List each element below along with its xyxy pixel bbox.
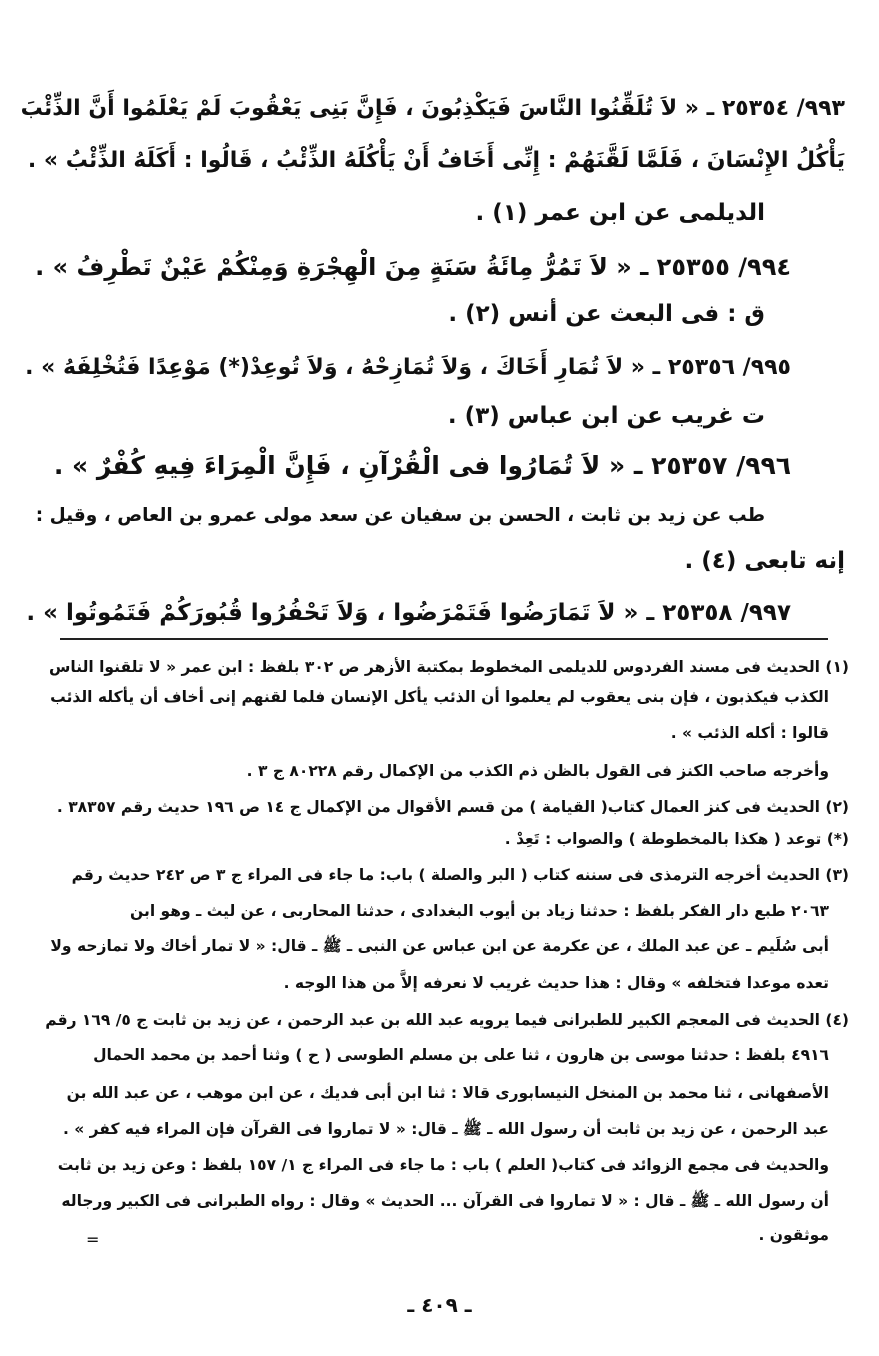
- hadith-line: ٩٩٣/ ٢٥٣٥٤ ـ « لاَ تُلَقِّنُوا النَّاسَ فَيَكْذِبُونَ ، فَإِنَّ بَنِى يَعْقُوبَ لَمْ يَعْلَمُوا أَنَّ الذِّئْبَ: [20, 96, 845, 121]
- footnote-line: ٤٩١٦ بلفظ : حدثنا موسى بن هارون ، ثنا على بن مسلم الطوسى ( ح ) وثنا أحمد بن محمد الحمال: [93, 1046, 829, 1064]
- footnote-line: ٢٠٦٣ طبع دار الفكر بلفظ : حدثنا زياد بن أيوب البغدادى ، حدثنا المحاربى ، عن ليث ـ وهو ابن: [130, 902, 829, 920]
- hadith-source: طب عن زيد بن ثابت ، الحسن بن سفيان عن سعد مولى عمرو بن العاص ، وقيل :: [35, 505, 765, 526]
- hadith-line: ٩٩٤/ ٢٥٣٥٥ ـ « لاَ تَمُرُّ مِائَةُ سَنَةٍ مِنَ الْهِجْرَةِ وَمِنْكُمْ عَيْنٌ تَطْرِفُ » .: [35, 253, 791, 281]
- footnote-line: (*) توعد ( هكذا بالمخطوطة ) والصواب : تَعِدْ .: [504, 830, 849, 848]
- hadith-line: يَأْكُلُ الإِنْسَانَ ، فَلَمَّا لَقَّنَهُمْ : إِنِّى أَخَافُ أَنْ يَأْكُلَهُ الذِّئْبُ ، قَالُوا : أَكَلَهُ الذِّئْبُ » .: [27, 148, 845, 173]
- footnote-line: قالوا : أكله الذئب » .: [670, 724, 829, 742]
- footnote-line: وأخرجه صاحب الكنز فى القول بالظن ذم الكذب من الإكمال رقم ٨٠٢٢٨ ج ٣ .: [246, 762, 829, 780]
- footnote-line: (١) الحديث فى مسند الفردوس للديلمى المخطوط بمكتبة الأزهر ص ٣٠٢ بلفظ : ابن عمر « لا تلقنوا الناس: [49, 658, 849, 676]
- footnote-line: أبى سُلَيم ـ عن عبد الملك ، عن عكرمة عن ابن عباس عن النبى ـ ﷺ ـ قال: « لا تمار أخاك ولا تمازحه ولا: [50, 937, 829, 955]
- footnote-line: (٤) الحديث فى المعجم الكبير للطبرانى فيما يرويه عبد الله بن عبد الرحمن ، عن زيد بن ثابت ج ٥/ ١٦٩ رقم: [45, 1011, 849, 1029]
- hadith-source: الديلمى عن ابن عمر (١) .: [475, 200, 765, 226]
- footnote-line: (٣) الحديث أخرجه الترمذى فى سننه كتاب ( البر والصلة ) باب: ما جاء فى المراء ج ٣ ص ٢٤٢ حديث رقم: [71, 866, 849, 884]
- hadith-source: إنه تابعى (٤) .: [684, 548, 845, 574]
- hadith-line: ٩٩٦/ ٢٥٣٥٧ ـ « لاَ تُمَارُوا فى الْقُرْآنِ ، فَإِنَّ الْمِرَاءَ فِيهِ كُفْرٌ » .: [53, 451, 791, 480]
- footnote-line: الكذب فيكذبون ، فإن بنى يعقوب لم يعلموا أن الذئب يأكل الإنسان فلما لقنهم إنى أخاف أن يأكله الذئب: [50, 688, 829, 706]
- footnote-line: (٢) الحديث فى كنز العمال كتاب( القيامة ) من قسم الأقوال من الإكمال ج ١٤ ص ١٩٦ حديث رقم ٣٨٣٥٧ .: [56, 798, 849, 816]
- hadith-line: ٩٩٥/ ٢٥٣٥٦ ـ « لاَ تُمَارِ أَخَاكَ ، وَلاَ تُمَازِحْهُ ، وَلاَ تُوعِدْ(*) مَوْعِدًا فَتُخْلِفَهُ » .: [25, 355, 791, 380]
- footnote-line: أن رسول الله ـ ﷺ ـ قال : « لا تماروا فى القرآن ... الحديث » وقال : رواه الطبرانى فى الكبير ورجاله: [61, 1192, 829, 1210]
- hadith-line: ٩٩٧/ ٢٥٣٥٨ ـ « لاَ تَمَارَضُوا فَتَمْرَضُوا ، وَلاَ تَحْفُرُوا قُبُورَكُمْ فَتَمُوتُوا » .: [26, 600, 791, 626]
- hadith-source: ت غريب عن ابن عباس (٣) .: [447, 403, 765, 429]
- footnote-line: موثقون .: [758, 1226, 829, 1244]
- footnote-divider: [60, 638, 828, 640]
- hadith-source: ق : فى البعث عن أنس (٢) .: [448, 301, 765, 327]
- footnote-line: الأصفهانى ، ثنا محمد بن المنخل النيسابورى قالا : ثنا ابن أبى فديك ، عن ابن موهب ، عن عبد الله بن: [66, 1084, 829, 1102]
- footnote-line: والحديث فى مجمع الزوائد فى كتاب( العلم ) باب : ما جاء فى المراء ج ١/ ١٥٧ بلفظ : وعن زيد بن ثابت: [57, 1156, 829, 1174]
- footnote-line: عبد الرحمن ، عن زيد بن ثابت أن رسول الله ـ ﷺ ـ قال: « لا تماروا فى القرآن فإن المراء فيه كفر » .: [62, 1120, 829, 1138]
- footnote-line: تعده موعدا فتخلفه » وقال : هذا حديث غريب لا نعرفه إلاَّ من هذا الوجه .: [283, 974, 829, 992]
- continuation-mark: =: [86, 1230, 100, 1249]
- page-number: ـ ٤٠٩ ـ: [407, 1293, 472, 1317]
